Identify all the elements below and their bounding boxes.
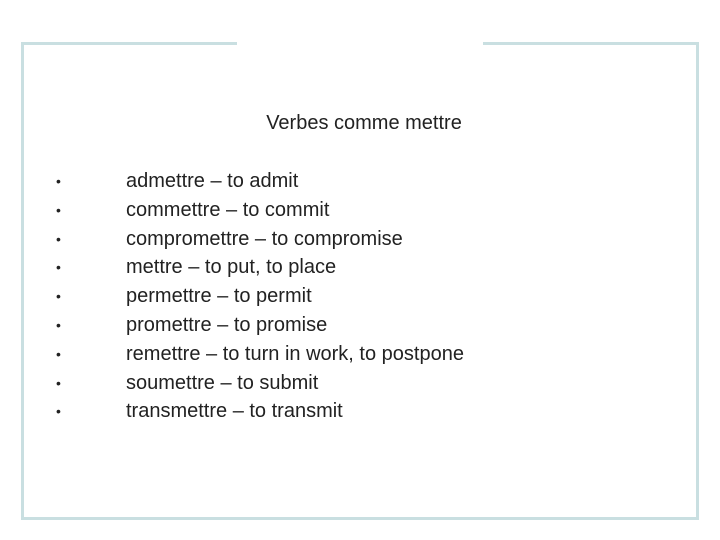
list-item-text: transmettre – to transmit (126, 400, 343, 423)
list-item-text: compromettre – to compromise (126, 227, 403, 250)
list-item-text: remettre – to turn in work, to postpone (126, 342, 464, 365)
bullet-icon: • (56, 288, 61, 305)
list-item-text: admettre – to admit (126, 170, 299, 192)
list-item-text: commettre – to commit (126, 198, 330, 221)
bullet-icon: • (56, 374, 61, 391)
bullet-icon: • (56, 345, 61, 362)
frame-top-gap (237, 40, 483, 48)
bullet-icon: • (56, 259, 61, 276)
list-item-text: soumettre – to submit (126, 371, 319, 394)
list-item-text: promettre – to promise (126, 313, 328, 336)
bullet-icon: • (56, 316, 61, 333)
bullet-icon: • (56, 230, 61, 247)
bullet-icon: • (56, 173, 61, 189)
bullet-icon: • (56, 201, 61, 218)
slide-title: Verbes comme mettre (266, 112, 462, 134)
list-item-text: permettre – to permit (126, 285, 312, 308)
list-item-text: mettre – to put, to place (126, 256, 337, 279)
bullet-icon: • (56, 403, 61, 420)
